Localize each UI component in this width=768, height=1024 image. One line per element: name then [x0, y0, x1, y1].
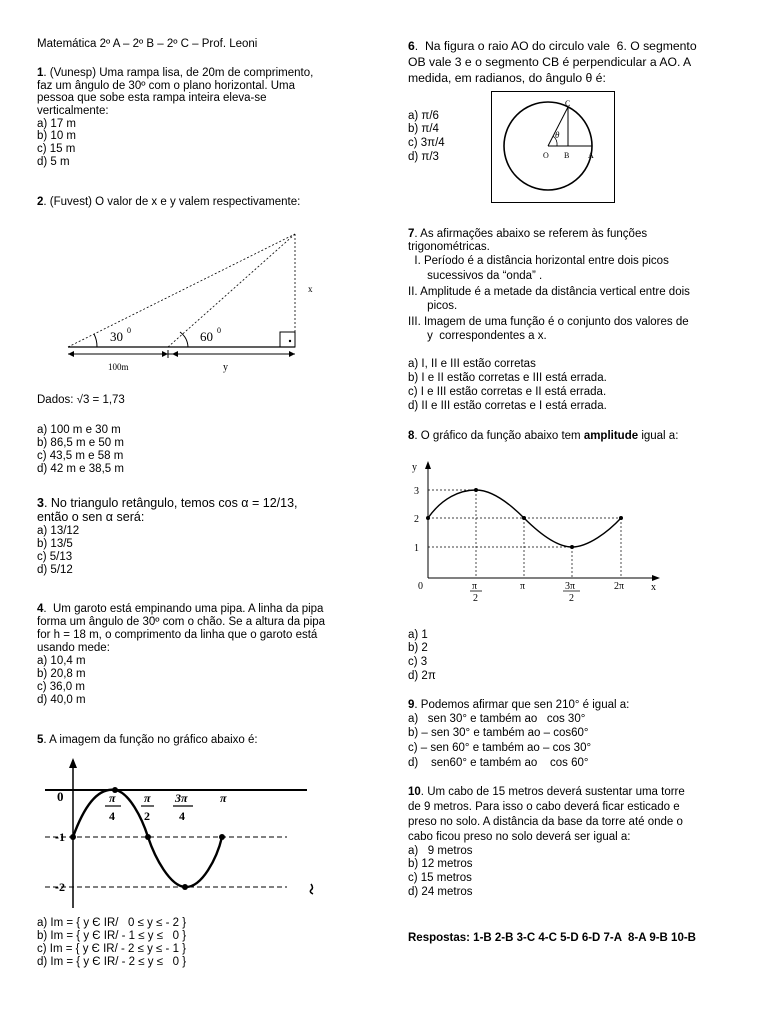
option-b: b) 2 [408, 642, 428, 654]
option-d: d) 5 m [37, 156, 70, 168]
x-tick-pi: π [520, 581, 526, 592]
option-c: c) 3π/4 [408, 137, 445, 149]
origin-label: 0 [418, 581, 423, 592]
x-tick-pi-4 [105, 791, 121, 823]
question-text-line: forma um ângulo de 30º com o chão. Se a altura da pipa [37, 616, 326, 628]
y-tick-1: 1 [414, 543, 419, 554]
statement-item: I. Período é a distância horizontal entre dois picos [408, 255, 669, 267]
option-c: c) 43,5 m e 58 m [37, 450, 124, 462]
statement-item: III. Imagem de uma função é o conjunto dos valores de [408, 316, 689, 328]
option-a: a) 100 m e 30 m [37, 424, 121, 436]
option-b: b) π/4 [408, 123, 439, 135]
question-text-line: OB vale 3 e o segmento CB é perpendicular a AO. A [408, 55, 692, 69]
option-d: d) 5/12 [37, 564, 73, 576]
option-b: b) I e II estão corretas e III está errada. [408, 372, 607, 384]
question-text: (Fuvest) O valor de x e y valem respectivamente: [49, 196, 301, 208]
answer-key: Respostas: 1-B 2-B 3-C 4-C 5-D 6-D 7-A 8-A 9-B 10-B [408, 932, 696, 944]
point-a-label: A [588, 151, 594, 160]
x-label: x [308, 284, 313, 294]
question-text-line: medida, em radianos, do ângulo θ é: [408, 71, 606, 85]
question-number: 9 [408, 699, 415, 711]
option-d: d) 24 metros [408, 886, 473, 898]
circle-figure [491, 91, 615, 203]
y-axis-label: y [412, 462, 417, 473]
option-b: b) 86,5 m e 50 m [37, 437, 124, 449]
option-d: d) 42 m e 38,5 m [37, 463, 124, 475]
option-b: b) 10 m [37, 130, 76, 142]
y-tick-3: 3 [414, 486, 419, 497]
sine-graph-q8 [408, 458, 668, 608]
option-b: b) 12 metros [408, 858, 473, 870]
question-text-line: (Vunesp) Uma rampa lisa, de 20m de comprimento, [49, 67, 314, 79]
question-number: 4 [37, 603, 44, 615]
question-text-line: Na figura o raio AO do circulo vale 6. O segmento [424, 39, 697, 53]
x-tick-pi-2 [141, 791, 154, 823]
svg-text:2: 2 [569, 593, 574, 604]
statement-item: picos. [408, 300, 458, 312]
point-b-label: B [564, 151, 570, 160]
svg-text:2: 2 [144, 809, 150, 823]
option-c: c) 3 [408, 656, 428, 668]
option-b: b) – sen 30° e também ao – cos60° [408, 727, 589, 739]
option-a: a) 9 metros [408, 845, 473, 857]
y-label: y [223, 362, 228, 373]
option-a: a) 13/12 [37, 525, 80, 537]
option-c: c) – sen 60° e também ao – cos 30° [408, 742, 592, 754]
svg-text:2: 2 [473, 593, 478, 604]
statement-item: sucessivos da “onda” . [408, 270, 543, 282]
x-tick-3pi-half [563, 581, 580, 604]
option-b: b) 13/5 [37, 538, 73, 550]
question-text-line: for h = 18 m, o comprimento da linha que o garoto está [37, 629, 318, 641]
option-c: c) Im = { y Є IR/ - 2 ≤ y ≤ - 1 } [37, 943, 187, 955]
option-d: d) sen60° e também ao cos 60° [408, 757, 589, 769]
option-d: d) 2π [408, 670, 436, 682]
x-tick-pi: π [220, 791, 227, 805]
x-tick-3pi-4 [173, 791, 193, 823]
option-d: d) 40,0 m [37, 694, 86, 706]
y-tick-minus1: -1 [55, 830, 65, 844]
question-text: Podemos afirmar que sen 210° é igual a: [420, 699, 630, 711]
question-text: A imagem da função no gráfico abaixo é: [49, 734, 258, 746]
given-data: Dados: √3 = 1,73 [37, 394, 125, 406]
option-a: a) π/6 [408, 110, 439, 122]
x-tick-pi-half [470, 581, 482, 604]
svg-text:3π: 3π [565, 581, 576, 592]
option-a: a) sen 30° e também ao cos 30° [408, 713, 586, 725]
question-text-line: faz um ângulo de 30º com o plano horizontal. Uma [37, 80, 295, 92]
option-a: a) 10,4 m [37, 655, 86, 667]
y-tick-2: 2 [414, 514, 419, 525]
question-text-line: Um cabo de 15 metros deverá sustentar uma torre [427, 786, 685, 798]
question-text-line: cabo ficou preso no solo deverá ser igual a: [408, 831, 631, 843]
option-a: a) 17 m [37, 118, 76, 130]
option-b: b) Im = { y Є IR/ - 1 ≤ y ≤ 0 } [37, 930, 187, 942]
question-number: 1 [37, 67, 44, 79]
svg-text:π: π [144, 791, 151, 805]
option-d: d) π/3 [408, 151, 439, 163]
x-tick-2pi: 2π [614, 581, 625, 592]
angle-label-60: 60 [200, 329, 213, 344]
question-text-line: então o sen α será: [37, 510, 145, 524]
question-text-line: usando mede: [37, 642, 110, 654]
svg-text:3π: 3π [175, 791, 188, 805]
question-number: 5 [37, 734, 44, 746]
statement-item: y correspondentes a x. [408, 330, 547, 342]
question-number: 8 [408, 430, 415, 442]
option-a: a) 1 [408, 629, 428, 641]
angle-label-30: 30 [110, 329, 123, 344]
option-a: a) Im = { y Є IR/ 0 ≤ y ≤ - 2 } [37, 917, 187, 929]
option-d: d) II e III estão corretas e I está errada. [408, 400, 607, 412]
option-c: c) 15 m [37, 143, 76, 155]
question-text: igual a: [638, 430, 679, 442]
option-d: d) Im = { y Є IR/ - 2 ≤ y ≤ 0 } [37, 956, 187, 968]
question-text: O gráfico da função abaixo tem [420, 430, 584, 442]
degree-mark: 0 [127, 326, 131, 335]
theta-label: θ [555, 130, 560, 140]
page-header: Matemática 2º A – 2º B – 2º C – Prof. Leoni [37, 38, 258, 50]
y-tick-0: 0 [57, 789, 64, 804]
base-label: 100m [108, 362, 129, 372]
point-o-label: O [543, 151, 549, 160]
question-number: 3 [37, 496, 44, 510]
triangle-figure [60, 228, 360, 378]
question-text-line: de 9 metros. Para isso o cabo deverá ficar esticado e [408, 801, 680, 813]
svg-text:π: π [472, 581, 478, 592]
point-c-label: C [565, 99, 571, 108]
question-text-line: preso no solo. A distância da base da torre até onde o [408, 816, 683, 828]
x-axis-label: x [651, 582, 656, 593]
svg-text:4: 4 [109, 809, 115, 823]
option-b: b) 20,8 m [37, 668, 86, 680]
sine-graph-q5 [37, 758, 337, 908]
y-tick-minus2: -2 [55, 880, 65, 894]
question-text-line: No triangulo retângulo, temos cos α = 12/13, [50, 496, 298, 510]
question-text-bold: amplitude [583, 430, 639, 442]
option-a: a) I, II e III estão corretas [408, 358, 536, 370]
question-text-line: Um garoto está empinando uma pipa. A linha da pipa [53, 603, 324, 615]
question-text-line: As afirmações abaixo se referem às funções [420, 228, 648, 240]
option-c: c) 36,0 m [37, 681, 85, 693]
question-number: 7 [408, 228, 415, 240]
question-text-line: pessoa que sobe esta rampa inteira eleva-se [37, 92, 267, 104]
question-number: 6 [408, 39, 415, 53]
question-number: 2 [37, 196, 44, 208]
svg-text:π: π [109, 791, 116, 805]
degree-mark: 0 [217, 326, 221, 335]
option-c: c) 5/13 [37, 551, 73, 563]
option-c: c) 15 metros [408, 872, 472, 884]
svg-text:4: 4 [179, 809, 185, 823]
question-text-line: verticalmente: [37, 105, 109, 117]
question-text-line: trigonométricas. [408, 241, 490, 253]
option-c: c) I e III estão corretas e II está errada. [408, 386, 607, 398]
statement-item: II. Amplitude é a metade da distância vertical entre dois [408, 286, 690, 298]
question-number: 10 [408, 786, 421, 798]
